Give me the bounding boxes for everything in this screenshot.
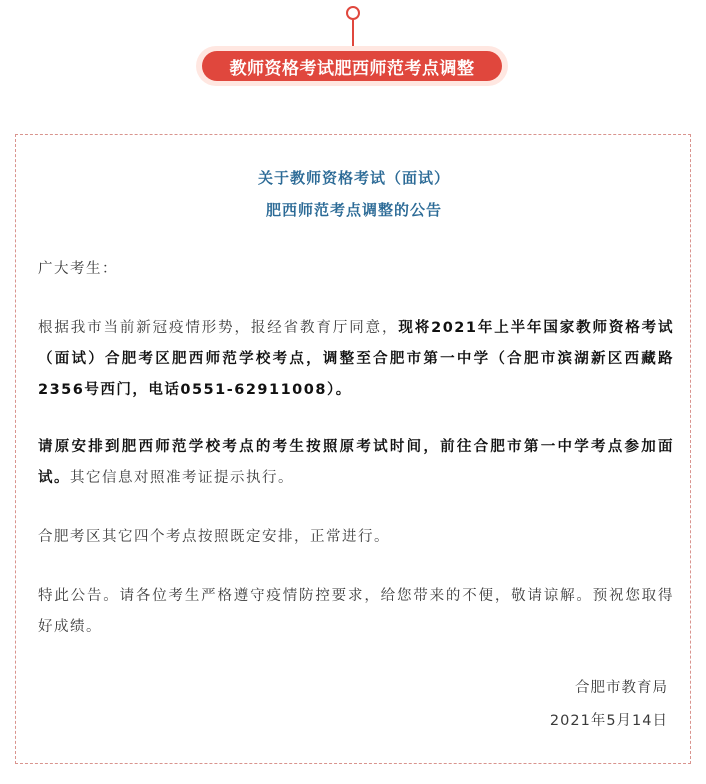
- paragraph-2-bold: 请原安排到肥西师范学校考点的考生按照原考试时间，前往合肥市第一中学考点参加面试。: [38, 439, 674, 486]
- notice-title-line2: 肥西师范考点调整的公告: [265, 201, 442, 219]
- notice-box: [15, 134, 691, 764]
- banner-inner: [202, 51, 502, 81]
- paragraph-1-bold: 现将2021年上半年国家教师资格考试（面试）合肥考区肥西师范学校考点，调整至合肥市第一中学（合肥市滨湖新区西藏路2356号西门，电话0551-62911008）。: [38, 320, 675, 398]
- notice-title-line1: 关于教师资格考试（面试）: [257, 169, 450, 187]
- paragraph-1: [38, 313, 674, 406]
- date: 2021年5月14日: [549, 713, 668, 729]
- signature: 合肥市教育局: [575, 680, 668, 696]
- paragraph-2: [38, 432, 674, 494]
- banner-badge: [196, 46, 508, 86]
- banner-title: 教师资格考试肥西师范考点调整: [229, 58, 475, 79]
- header-banner: [0, 0, 706, 100]
- paragraph-2-plain: 其它信息对照准考证提示执行。: [70, 470, 294, 486]
- paragraph-4: 特此公告。请各位考生严格遵守疫情防控要求，给您带来的不便，敬请谅解。预祝您取得好成绩。: [38, 588, 674, 635]
- greeting: 广大考生：: [38, 261, 118, 277]
- pin-icon: [346, 6, 360, 20]
- pin-line: [352, 20, 354, 46]
- paragraph-1-plain: 根据我市当前新冠疫情形势，报经省教育厅同意，: [38, 320, 399, 336]
- paragraph-3: 合肥考区其它四个考点按照既定安排，正常进行。: [38, 529, 390, 545]
